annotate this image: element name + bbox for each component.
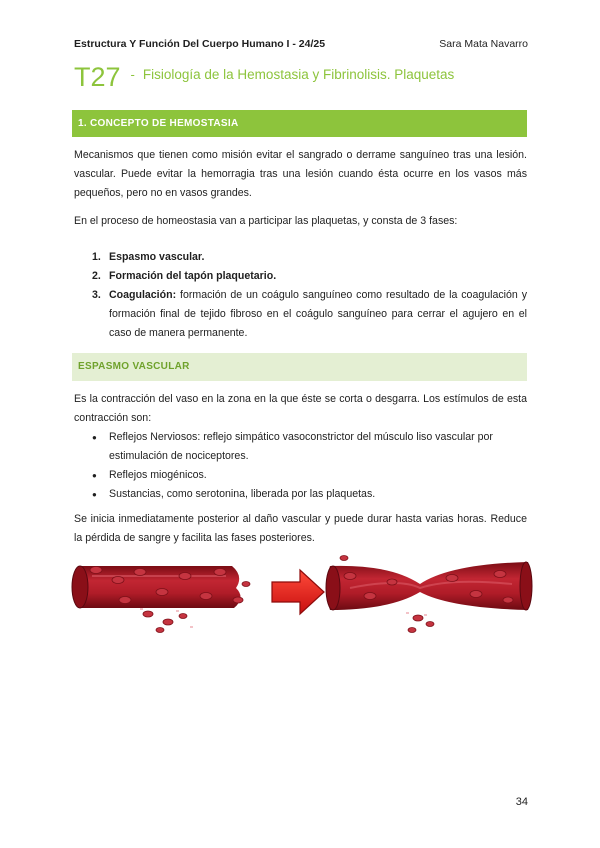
bullet-text: Sustancias, como serotonina, liberada por las plaquetas. <box>109 488 376 500</box>
paragraph-definition: Mecanismos que tienen como misión evitar el sangrado o derrame sanguíneo tras una lesión. vascular. Puede evitar la hemorragia tras una lesión cuando ésta ocurre en los vasos más pequeños, pero no en vasos grandes. <box>74 149 527 199</box>
author-name: Sara Mata Navarro <box>439 38 528 50</box>
list-item <box>92 485 527 504</box>
page-header <box>74 38 528 54</box>
phase-term: Formación del tapón plaquetario. <box>109 270 277 282</box>
vessel-before-icon <box>72 566 250 633</box>
course-title: Estructura Y Función Del Cuerpo Humano I - 24/25 <box>74 38 326 50</box>
topic-title <box>74 62 540 98</box>
section-heading-espasmo: ESPASMO VASCULAR <box>72 353 527 381</box>
title-separator: - <box>130 67 135 82</box>
phase-term: Coagulación: <box>109 289 177 301</box>
stimuli-list <box>92 428 527 504</box>
phases-list <box>92 248 527 343</box>
list-number: 2. <box>92 270 101 282</box>
topic-subtitle: Fisiología de la Hemostasia y Fibrinolisis. Plaquetas <box>142 67 455 82</box>
list-item <box>92 466 527 485</box>
section-heading-hemostasia: 1. CONCEPTO DE HEMOSTASIA <box>72 110 527 137</box>
topic-code: T27 <box>74 62 121 92</box>
arrow-right-icon <box>272 570 324 614</box>
phase-text: formación de un coágulo sanguíneo como resultado de la coagulación y formación final de tejido fibroso en el coágulo sanguíneo para cerrar el agujero en el caso de manera permanente. <box>109 289 527 339</box>
phase-term: Espasmo vascular. <box>109 251 205 263</box>
list-item <box>92 248 527 267</box>
bullet-icon: ● <box>92 433 97 442</box>
vascular-spasm-figure <box>0 548 600 638</box>
list-item <box>92 267 527 286</box>
page-number: 34 <box>515 796 528 808</box>
bullet-text: Reflejos Nerviosos: reflejo simpático vasoconstrictor del músculo liso vascular por estimulación de nociceptores. <box>109 431 493 462</box>
bullet-icon: ● <box>92 490 97 499</box>
bullet-text: Reflejos miogénicos. <box>109 469 207 481</box>
bullet-icon: ● <box>92 471 97 480</box>
list-item <box>92 428 527 466</box>
vascular-spasm-illustration <box>0 548 600 638</box>
paragraph-duration: Se inicia inmediatamente posterior al daño vascular y puede durar hasta varias horas. Reduce la pérdida de sangre y facilita las fases posteriores. <box>74 513 527 544</box>
paragraph-contraction: Es la contracción del vaso en la zona en la que éste se corta o desgarra. Los estímulos de esta contracción son: <box>74 393 527 424</box>
paragraph-phases-intro: En el proceso de homeostasia van a participar las plaquetas, y consta de 3 fases: <box>74 215 458 227</box>
vessel-constricted-icon <box>326 556 532 633</box>
list-number: 1. <box>92 251 101 263</box>
list-item <box>92 286 527 343</box>
list-number: 3. <box>92 289 101 301</box>
